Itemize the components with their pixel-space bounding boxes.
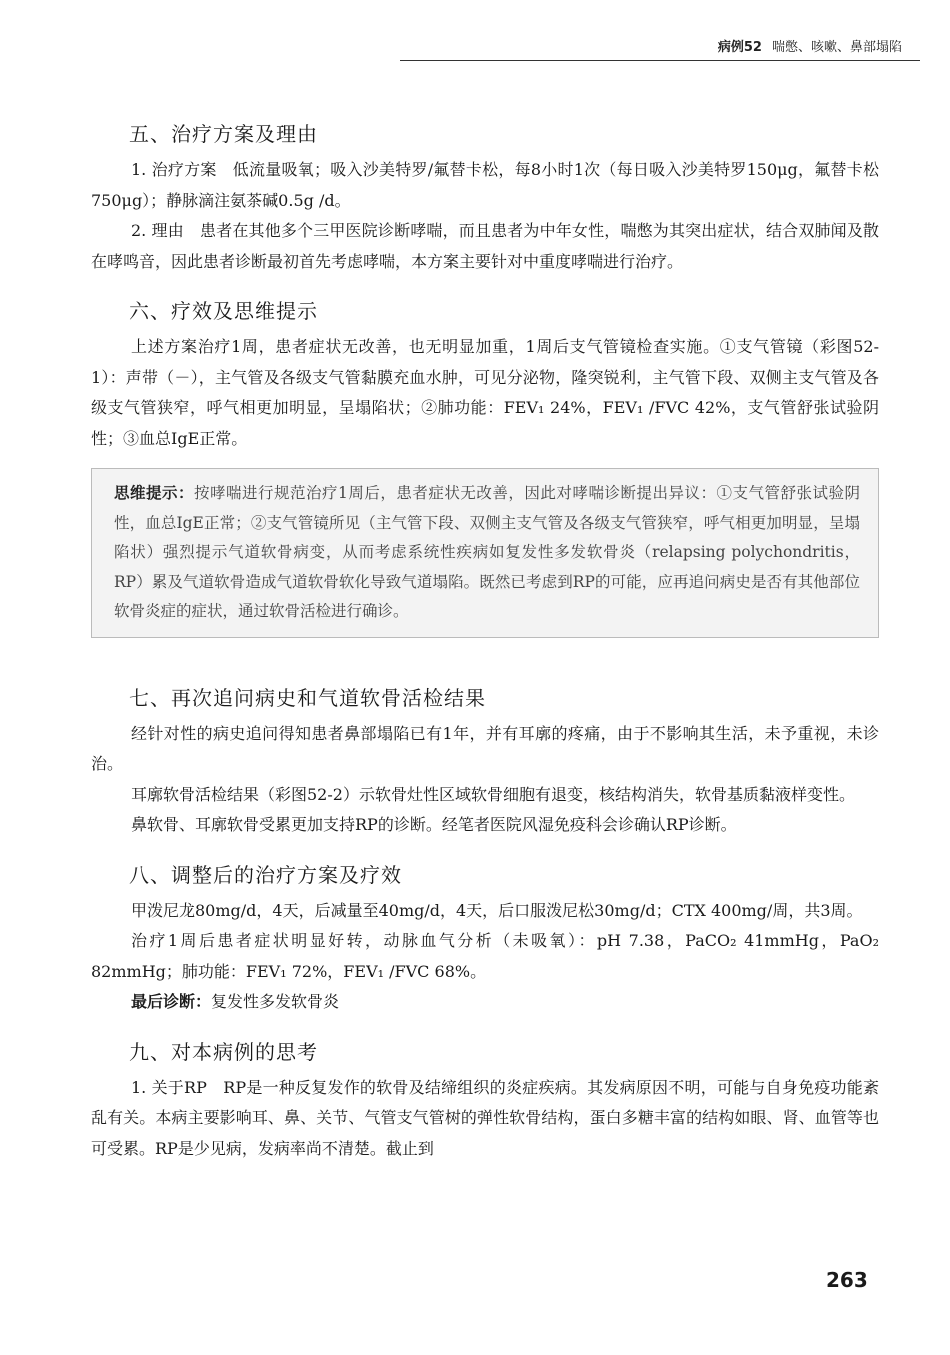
paragraph: 耳廓软骨活检结果（彩图52-2）示软骨灶性区域软骨细胞有退变，核结构消失，软骨基质黏液样变性。 [131, 784, 855, 804]
thinking-tip-box [91, 468, 879, 638]
paragraph: 经针对性的病史追问得知患者鼻部塌陷已有1年，并有耳廓的疼痛，由于不影响其生活，未予重视，未诊治。 [91, 723, 879, 773]
section-heading: 八、调整后的治疗方案及疗效 [129, 862, 402, 887]
paragraph: 上述方案治疗1周，患者症状无改善，也无明显加重，1周后支气管镜检查实施。①支气管镜（彩图52-1）：声带（－），主气管及各级支气管黏膜充血水肿，可见分泌物，隆突锐利，主气管下段、双侧主支气管及各级支气管狭窄，呼气相更加明显，呈塌陷状；②肺功能：FEV₁ 24%，FEV₁ /FVC 42%，支气管舒张试验阴性；③血总IgE正常。 [91, 337, 879, 448]
paragraph: 2. 理由 患者在其他多个三甲医院诊断哮喘，而且患者为中年女性，喘憋为其突出症状，结合双肺闻及散在哮鸣音，因此患者诊断最初首先考虑哮喘，本方案主要针对中重度哮喘进行治疗。 [91, 221, 879, 271]
paragraph: 甲泼尼龙80mg/d，4天，后减量至40mg/d，4天，后口服泼尼松30mg/d；CTX 400mg/周，共3周。 [131, 900, 863, 920]
section-heading: 七、再次追问病史和气道软骨活检结果 [129, 685, 486, 710]
running-header [718, 36, 902, 55]
paragraph: 治疗1周后患者症状明显好转，动脉血气分析（未吸氧）：pH 7.38，PaCO₂ 41mmHg，PaO₂ 82mmHg；肺功能：FEV₁ 72%，FEV₁ /FVC 68%。 [91, 931, 879, 981]
header-title: 喘憋、咳嗽、鼻部塌陷 [771, 40, 902, 55]
page-body [91, 118, 879, 1164]
final-diagnosis-text: 复发性多发软骨炎 [211, 992, 340, 1011]
section-5 [91, 118, 879, 277]
final-diagnosis [91, 987, 879, 1018]
paragraph: 1. 治疗方案 低流量吸氧；吸入沙美特罗/氟替卡松，每8小时1次（每日吸入沙美特罗150μg，氟替卡松750μg）；静脉滴注氨茶碱0.5g /d。 [91, 160, 879, 210]
section-6 [91, 295, 879, 454]
section-heading: 九、对本病例的思考 [129, 1039, 318, 1064]
page-number: 263 [826, 1268, 868, 1292]
section-7 [91, 682, 879, 841]
header-rule [400, 60, 920, 61]
section-9 [91, 1036, 879, 1165]
section-heading: 六、疗效及思维提示 [129, 299, 318, 323]
thinking-tip-text: 按哮喘进行规范治疗1周后，患者症状无改善，因此对哮喘诊断提出异议：①支气管舒张试验阴性，血总IgE正常；②支气管镜所见（主气管下段、双侧主支气管及各级支气管狭窄，呼气相更加明显，呈塌陷状）强烈提示气道软骨病变，从而考虑系统性疾病如复发性多发软骨炎（relapsing polychondritis，RP）累及气道软骨造成气道软骨软化导致气道塌陷。既然已考虑到RP的可能，应再追问病史是否有其他部位软骨炎症的症状，通过软骨活检进行确诊。 [114, 484, 860, 620]
paragraph: 鼻软骨、耳廓软骨受累更加支持RP的诊断。经笔者医院风湿免疫科会诊确认RP诊断。 [131, 815, 737, 834]
case-label: 病例52 [717, 40, 762, 55]
section-heading: 五、治疗方案及理由 [129, 122, 318, 146]
final-diagnosis-label: 最后诊断： [131, 992, 212, 1011]
section-8 [91, 859, 879, 1018]
thinking-tip-label: 思维提示： [114, 484, 195, 502]
paragraph: 1. 关于RP RP是一种反复发作的软骨及结缔组织的炎症疾病。其发病原因不明，可能与自身免疫功能紊乱有关。本病主要影响耳、鼻、关节、气管支气管树的弹性软骨结构，蛋白多糖丰富的结构如眼、肾、血管等也可受累。RP是少见病，发病率尚不清楚。截止到 [91, 1077, 879, 1158]
